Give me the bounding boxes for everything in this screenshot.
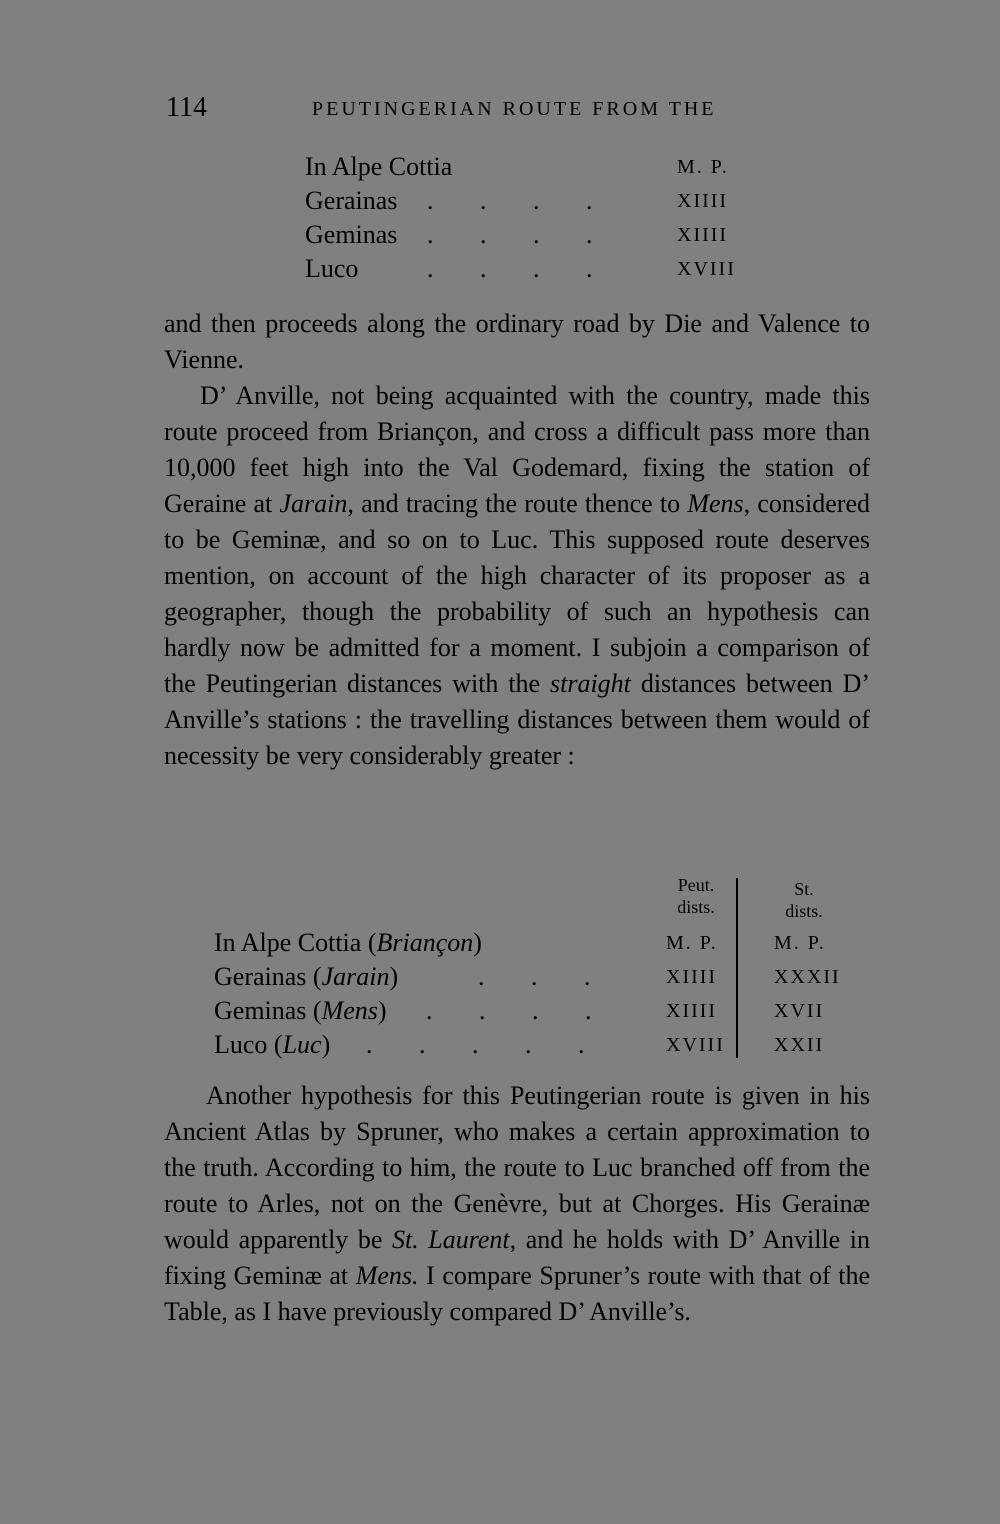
table-row <box>214 926 874 960</box>
station-label: Geminas <box>214 996 307 1025</box>
station-name: Gerainas <box>305 186 398 215</box>
unit-label: M. P. <box>666 932 718 954</box>
leader-dots: . . . . . <box>366 1030 605 1059</box>
header-line: Peut. <box>677 875 715 895</box>
paragraph <box>164 378 870 774</box>
st-distance: XXII <box>774 1034 825 1056</box>
unit-label: M. P. <box>677 156 729 178</box>
leader-dots: . . . . <box>426 996 612 1025</box>
station-label: Luco <box>214 1030 268 1059</box>
italic-word: straight <box>550 669 631 698</box>
st-distance: XXXII <box>774 966 841 988</box>
table-row <box>305 150 765 184</box>
station-name: Gerainas (Jarain) <box>214 962 399 991</box>
modern-place: Briançon <box>376 928 474 957</box>
station-label: In Alpe Cottia <box>214 928 362 957</box>
leader-dots: . . . <box>478 962 611 991</box>
modern-place: Mens <box>321 996 378 1025</box>
station-name: Geminas (Mens) <box>214 996 387 1025</box>
itinerary-table <box>305 150 765 286</box>
column-header-st <box>764 878 844 922</box>
modern-place: Luc <box>282 1030 322 1059</box>
running-title: PEUTINGERIAN ROUTE FROM THE <box>312 98 717 120</box>
column-header-peut <box>656 874 736 918</box>
paragraph-text: D’ Anville, not being acquainted with the country, made this route proceed from Briançon, and cross a difficult pass more than 10,000 feet high into the Val Godemard, fixing the station of Geraine at <box>164 381 870 518</box>
station-name: In Alpe Cottia <box>305 152 453 181</box>
header-line: dists. <box>785 901 823 921</box>
comparison-table <box>164 874 870 1060</box>
paragraph-text: I compare Spruner’s route with that of the Table, as I have previously compared D’ Anville’s. <box>164 1261 870 1326</box>
leader-dots: . . . . <box>427 254 613 283</box>
distance-value: XIIII <box>677 190 729 212</box>
paragraph-text: , considered to be Geminæ, and so on to Luc. This supposed route deserves mention, on account of the high character of its proposer as a geographer, though the probability of such an hypothesis can hardly now be admitted for a moment. I subjoin a comparison of the Peutingerian distances with the <box>164 489 870 698</box>
paragraph <box>164 1078 870 1330</box>
paragraph-text: Another hypothesis for this Peutingerian route is given in his Ancient Atlas by Spruner, who makes a certain approximation to the truth. According to him, the route to Luc branched off from the route to Arles, not on the Genèvre, but at Chorges. His Gerainæ would apparently be <box>164 1081 870 1254</box>
station-name: In Alpe Cottia (Briançon) <box>214 928 482 957</box>
station-label: Gerainas <box>214 962 307 991</box>
distance-value: XIIII <box>677 224 729 246</box>
table-row <box>305 252 765 286</box>
table-row <box>214 1028 874 1062</box>
table-row <box>214 994 874 1028</box>
peut-distance: XIIII <box>666 966 718 988</box>
header-line: dists. <box>677 897 715 917</box>
st-distance: XVII <box>774 1000 825 1022</box>
header-line: St. <box>794 879 814 899</box>
leader-dots: . . . . <box>427 220 613 249</box>
peut-distance: XIIII <box>666 1000 718 1022</box>
paragraph-text: and he holds with D’ Anville in fixing Geminæ at <box>164 1225 870 1290</box>
italic-place-name: St. Laurent, <box>391 1225 517 1254</box>
paragraph-text: distances between D’ Anville’s stations : the travelling distances between them would of necessity be very considerably greater : <box>164 669 870 770</box>
station-name: Luco <box>305 254 359 283</box>
table-row <box>214 960 874 994</box>
italic-place-name: Jarain <box>279 489 348 518</box>
modern-place: Jarain <box>321 962 390 991</box>
table-row <box>305 184 765 218</box>
paragraph: and then proceeds along the ordinary road by Die and Valence to Vienne. <box>164 309 870 374</box>
table-row <box>305 218 765 252</box>
station-name: Luco (Luc) <box>214 1030 331 1059</box>
peut-distance: XVIII <box>666 1034 725 1056</box>
page-header <box>166 92 866 132</box>
page-number: 114 <box>166 92 207 123</box>
leader-dots: . . . . <box>427 186 613 215</box>
italic-place-name: Mens. <box>355 1261 419 1290</box>
station-name: Geminas <box>305 220 398 249</box>
paragraph-text: , and tracing the route thence to <box>347 489 688 518</box>
unit-label: M. P. <box>774 932 826 954</box>
italic-place-name: Mens <box>687 489 744 518</box>
distance-value: XVIII <box>677 258 736 280</box>
